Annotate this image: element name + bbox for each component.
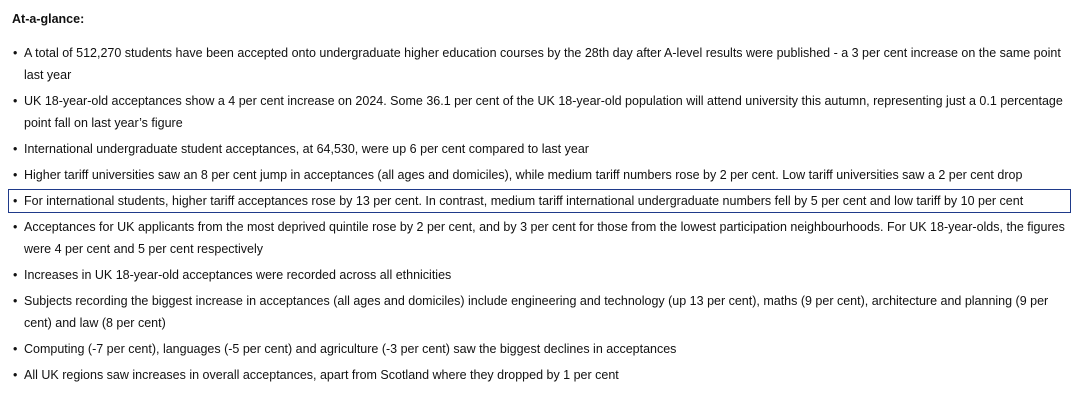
bullet-icon: • [13,142,18,156]
bullet-icon: • [13,46,18,60]
bullet-icon: • [13,94,18,108]
list-item-text: Subjects recording the biggest increase in acceptances (all ages and domiciles) include engineering and technology (up 13 per cent), maths (9 per cent), architecture and planning (9 per cent) and law (8 per cent) [24,294,1049,330]
bullet-icon: • [13,168,18,182]
list-item [0,42,1080,86]
list-item-text: Increases in UK 18-year-old acceptances were recorded across all ethnicities [24,268,452,282]
list-item [0,264,1080,286]
list-item-text: For international students, higher tariff acceptances rose by 13 per cent. In contrast, medium tariff international undergraduate numbers fell by 5 per cent and low tariff by 10 per cent [24,194,1024,208]
list-item-text: Computing (-7 per cent), languages (-5 per cent) and agriculture (-3 per cent) saw the biggest declines in acceptances [24,342,677,356]
list-item [0,290,1080,334]
section-heading: At-a-glance: [12,12,85,26]
list-item [0,164,1080,186]
list-item-text: Acceptances for UK applicants from the most deprived quintile rose by 2 per cent, and by 3 per cent for those from the lowest participation neighbourhoods. For UK 18-year-olds, the figures were 4 per cent and 5 per cent respectively [24,220,1065,256]
list-item [0,90,1080,134]
bullet-icon: • [13,268,18,282]
list-item-text: Higher tariff universities saw an 8 per cent jump in acceptances (all ages and domiciles), while medium tariff numbers rose by 2 per cent. Low tariff universities saw a 2 per cent drop [24,168,1023,182]
list-item [0,216,1080,260]
bullet-icon: • [13,368,18,382]
bullet-list [0,42,1080,386]
bullet-icon: • [13,342,18,356]
list-item-text: All UK regions saw increases in overall acceptances, apart from Scotland where they dropped by 1 per cent [24,368,619,382]
list-item-text: International undergraduate student acceptances, at 64,530, were up 6 per cent compared to last year [24,142,589,156]
bullet-icon: • [13,294,18,308]
list-item [0,138,1080,160]
list-item-text: UK 18-year-old acceptances show a 4 per cent increase on 2024. Some 36.1 per cent of the UK 18-year-old population will attend university this autumn, representing just a 0.1 percentage point fall on last year’s figure [24,94,1063,130]
list-item-highlighted [9,190,1070,212]
list-item [0,364,1080,386]
bullet-icon: • [13,194,18,208]
bullet-icon: • [13,220,18,234]
list-item [0,338,1080,360]
list-item-text: A total of 512,270 students have been accepted onto undergraduate higher education courses by the 28th day after A-level results were published - a 3 per cent increase on the same point last year [24,46,1061,82]
